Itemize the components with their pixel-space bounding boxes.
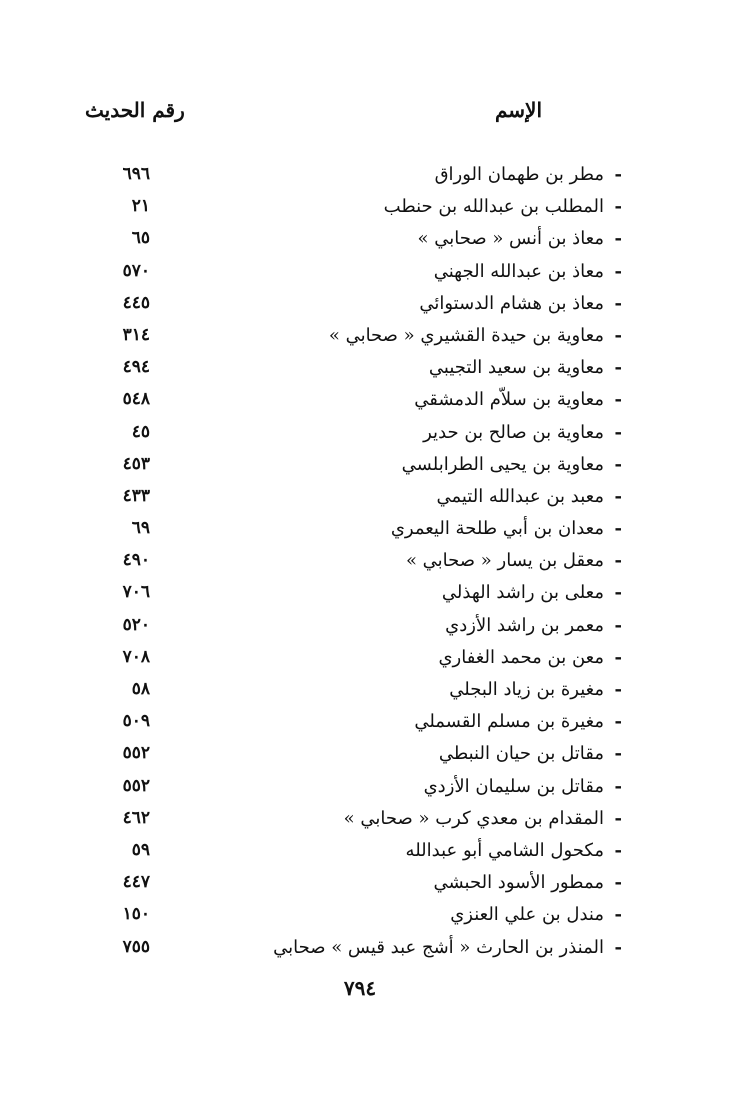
narrator-name: معن بن محمد الغفاري bbox=[438, 646, 604, 668]
narrator-name: معاذ بن هشام الدستوائي bbox=[419, 292, 604, 314]
list-bullet-dash: - bbox=[614, 324, 622, 346]
list-item bbox=[0, 772, 752, 804]
list-item bbox=[0, 868, 752, 900]
narrator-name: المنذر بن الحارث « أشج عبد قيس » صحابي bbox=[273, 936, 604, 958]
hadith-number: ٧٠٦ bbox=[122, 582, 150, 603]
hadith-number: ٤٥ bbox=[131, 421, 150, 442]
narrator-name: معاذ بن عبدالله الجهني bbox=[433, 260, 604, 282]
hadith-number: ١٥٠ bbox=[122, 904, 150, 925]
list-item bbox=[0, 257, 752, 289]
list-bullet-dash: - bbox=[614, 646, 622, 668]
list-item bbox=[0, 160, 752, 192]
list-item bbox=[0, 578, 752, 610]
hadith-number: ٤٦٢ bbox=[122, 807, 150, 828]
list-item bbox=[0, 289, 752, 321]
list-item bbox=[0, 900, 752, 932]
hadith-number: ٥٢٠ bbox=[122, 614, 150, 635]
narrator-name: معاذ بن أنس « صحابي » bbox=[417, 228, 604, 250]
narrator-name: معاوية بن سلاّم الدمشقي bbox=[414, 389, 604, 411]
name-column-header: الإسم bbox=[494, 98, 542, 122]
narrator-name: معاوية بن يحيى الطرابلسي bbox=[401, 453, 604, 475]
narrator-name: معلى بن راشد الهذلي bbox=[441, 582, 604, 604]
list-bullet-dash: - bbox=[614, 936, 622, 958]
hadith-number: ٤٥٣ bbox=[122, 453, 150, 474]
hadith-number: ٤٩٤ bbox=[122, 357, 150, 378]
narrator-name: معاوية بن سعيد التجيبي bbox=[428, 357, 604, 379]
hadith-number: ٥٠٩ bbox=[122, 711, 150, 732]
list-item bbox=[0, 643, 752, 675]
list-item bbox=[0, 804, 752, 836]
narrator-name: معمر بن راشد الأزدي bbox=[445, 614, 604, 636]
hadith-number: ٥٥٢ bbox=[122, 775, 150, 796]
narrator-name: مكحول الشامي أبو عبدالله bbox=[405, 839, 604, 861]
hadith-number: ٥٥٢ bbox=[122, 743, 150, 764]
narrator-name: مندل بن علي العنزي bbox=[450, 904, 604, 926]
list-item bbox=[0, 385, 752, 417]
narrator-name: مطر بن طهمان الوراق bbox=[434, 164, 604, 185]
list-bullet-dash: - bbox=[614, 550, 622, 572]
hadith-number: ٤٤٧ bbox=[122, 872, 150, 893]
narrator-name: معقل بن يسار « صحابي » bbox=[405, 550, 604, 572]
narrator-name: معاوية بن حيدة القشيري « صحابي » bbox=[328, 324, 604, 346]
list-item bbox=[0, 739, 752, 771]
hadith-number: ٣١٤ bbox=[122, 324, 150, 345]
list-bullet-dash: - bbox=[614, 357, 622, 379]
list-item bbox=[0, 450, 752, 482]
list-bullet-dash: - bbox=[614, 518, 622, 540]
list-bullet-dash: - bbox=[614, 904, 622, 926]
narrator-name: المقدام بن معدي كرب « صحابي » bbox=[343, 807, 604, 829]
number-column-header: رقم الحديث bbox=[85, 98, 185, 122]
list-bullet-dash: - bbox=[614, 485, 622, 507]
list-bullet-dash: - bbox=[614, 196, 622, 218]
narrator-name: مقاتل بن سليمان الأزدي bbox=[423, 775, 604, 797]
list-item bbox=[0, 514, 752, 546]
narrator-name: معاوية بن صالح بن حدير bbox=[423, 421, 604, 443]
hadith-number: ٦٥ bbox=[131, 228, 150, 249]
list-item bbox=[0, 611, 752, 643]
hadith-number: ٦٩ bbox=[131, 518, 150, 539]
page-number: ٧٩٤ bbox=[343, 976, 377, 1000]
list-bullet-dash: - bbox=[614, 775, 622, 797]
hadith-number: ٤٩٠ bbox=[122, 550, 150, 571]
list-bullet-dash: - bbox=[614, 260, 622, 282]
list-bullet-dash: - bbox=[614, 872, 622, 894]
hadith-number: ٥٤٨ bbox=[122, 389, 150, 410]
list-bullet-dash: - bbox=[614, 164, 622, 185]
list-bullet-dash: - bbox=[614, 807, 622, 829]
hadith-number: ٥٧٠ bbox=[122, 260, 150, 281]
hadith-number: ٤٣٣ bbox=[122, 485, 150, 506]
narrator-name: مغيرة بن مسلم القسملي bbox=[414, 711, 604, 733]
list-item bbox=[0, 675, 752, 707]
hadith-number: ٥٨ bbox=[131, 679, 150, 699]
list-bullet-dash: - bbox=[614, 453, 622, 475]
list-item bbox=[0, 321, 752, 353]
list-item bbox=[0, 224, 752, 256]
narrator-name: ممطور الأسود الحبشي bbox=[433, 872, 604, 894]
entries-list bbox=[0, 160, 752, 965]
hadith-number: ٧٥٥ bbox=[122, 936, 150, 957]
list-item bbox=[0, 836, 752, 868]
list-bullet-dash: - bbox=[614, 389, 622, 411]
hadith-number: ٧٠٨ bbox=[122, 646, 150, 667]
narrator-name: مغيرة بن زياد البجلي bbox=[449, 679, 604, 700]
hadith-number: ٤٤٥ bbox=[122, 292, 150, 313]
list-bullet-dash: - bbox=[614, 421, 622, 443]
narrator-name: معدان بن أبي طلحة اليعمري bbox=[390, 518, 604, 540]
list-bullet-dash: - bbox=[614, 711, 622, 733]
narrator-name: المطلب بن عبدالله بن حنطب bbox=[383, 196, 604, 218]
hadith-number: ٢١ bbox=[131, 196, 150, 217]
narrator-name: معبد بن عبدالله التيمي bbox=[436, 485, 604, 507]
list-bullet-dash: - bbox=[614, 839, 622, 861]
list-item bbox=[0, 353, 752, 385]
narrator-name: مقاتل بن حيان النبطي bbox=[438, 743, 604, 765]
list-item bbox=[0, 707, 752, 739]
hadith-number: ٦٩٦ bbox=[122, 164, 150, 184]
list-item bbox=[0, 546, 752, 578]
list-item bbox=[0, 933, 752, 965]
list-item bbox=[0, 482, 752, 514]
list-item bbox=[0, 192, 752, 224]
list-bullet-dash: - bbox=[614, 582, 622, 604]
list-bullet-dash: - bbox=[614, 614, 622, 636]
list-bullet-dash: - bbox=[614, 679, 622, 700]
hadith-number: ٥٩ bbox=[131, 839, 150, 860]
list-item bbox=[0, 418, 752, 450]
list-bullet-dash: - bbox=[614, 743, 622, 765]
list-bullet-dash: - bbox=[614, 228, 622, 250]
list-bullet-dash: - bbox=[614, 292, 622, 314]
